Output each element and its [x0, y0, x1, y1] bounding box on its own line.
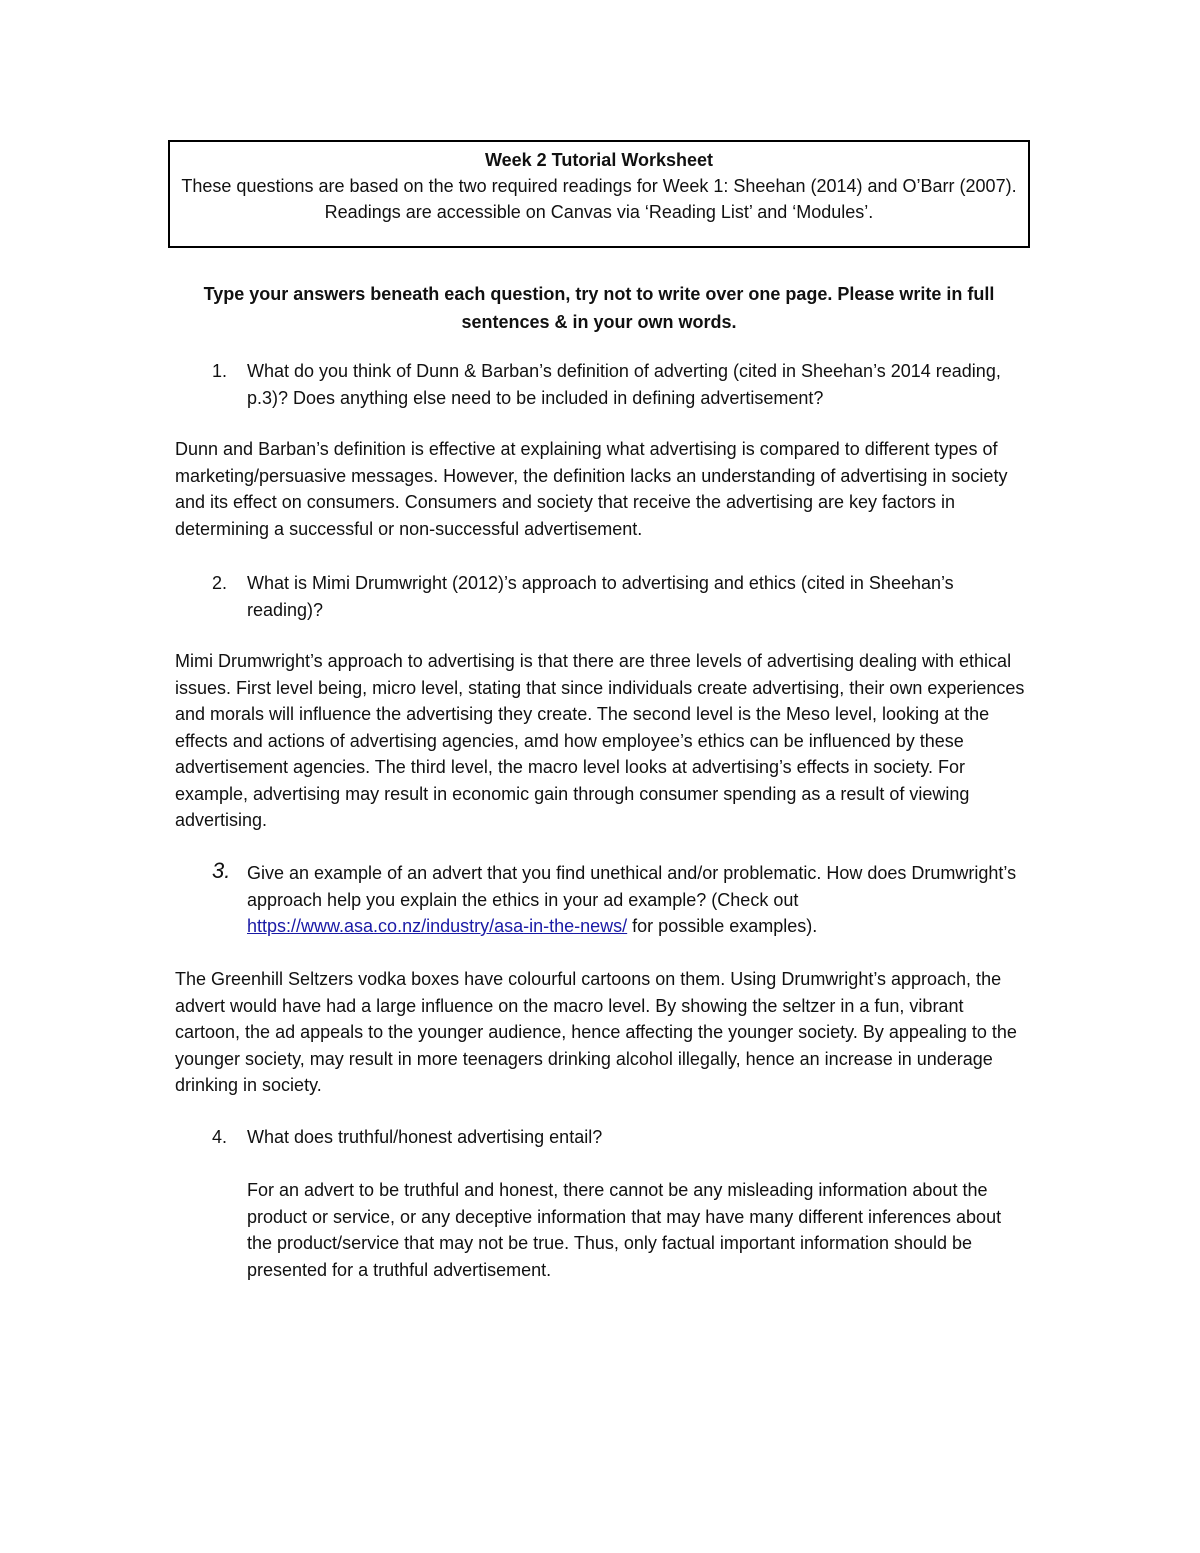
question-2 [212, 570, 1022, 623]
question-text-before-link: Give an example of an advert that you find unethical and/or problematic. How does Drumwright’s approach help you explain the ethics in your ad example? (Check out [247, 863, 1017, 910]
question-4 [212, 1124, 1022, 1151]
answer-1: Dunn and Barban’s definition is effective at explaining what advertising is compared to different types of marketing/persuasive messages. However, the definition lacks an understanding of advertising in society and its effect on consumers. Consumers and society that receive the advertising are key factors in determining a successful or non-successful advertisement. [175, 439, 1008, 539]
question-number: 3. [212, 858, 231, 883]
answer-3: The Greenhill Seltzers vodka boxes have colourful cartoons on them. Using Drumwright’s approach, the advert would have had a large influence on the macro level. By showing the seltzer in a fun, vibrant cartoon, the ad appeals to the younger audience, hence affecting the younger society. By appealing to the younger society, may result in more teenagers drinking alcohol illegally, hence an increase in underage drinking in society. [175, 969, 1017, 1095]
asa-news-link[interactable]: https://www.asa.co.nz/industry/asa-in-the-news/ [247, 916, 628, 936]
question-text-after-link: for possible examples). [627, 916, 818, 936]
question-text [247, 860, 1022, 940]
answer-2: Mimi Drumwright’s approach to advertising is that there are three levels of advertising dealing with ethical issues. First level being, micro level, stating that since individuals create advertising, their own experiences and morals will influence the advertising they create. The second level is the Meso level, looking at the effects and actions of advertising agencies, amd how employee’s ethics can be influenced by these advertisement agencies. The third level, the macro level looks at advertising’s effects in society. For example, advertising may result in economic gain through consumer spending as a result of viewing advertising. [175, 651, 1025, 830]
question-number: 2. [212, 573, 228, 593]
worksheet-title: Week 2 Tutorial Worksheet [484, 150, 714, 170]
question-1 [212, 358, 1022, 411]
question-text: What is Mimi Drumwright (2012)’s approach to advertising and ethics (cited in Sheehan’s reading)? [247, 573, 954, 620]
answer-4: For an advert to be truthful and honest, there cannot be any misleading information about the product or service, or any deceptive information that may have many different inferences about the product/service that may not be true. Thus, only factual important information should be presented for a truthful advertisement. [247, 1180, 1002, 1280]
question-number: 4. [212, 1127, 228, 1147]
question-text: What do you think of Dunn & Barban’s definition of adverting (cited in Sheehan’s 2014 reading, p.3)? Does anything else need to be included in defining advertisement? [247, 361, 1001, 408]
question-3 [212, 860, 1022, 940]
instructions: Type your answers beneath each question, try not to write over one page. Please write in full sentences & in your own words. [203, 284, 995, 332]
question-number: 1. [212, 361, 228, 381]
worksheet-description: These questions are based on the two required readings for Week 1: Sheehan (2014) and O’Barr (2007). Readings are accessible on Canvas via ‘Reading List’ and ‘Modules’. [181, 176, 1017, 222]
title-box [168, 140, 1030, 248]
question-text: What does truthful/honest advertising entail? [247, 1127, 603, 1147]
